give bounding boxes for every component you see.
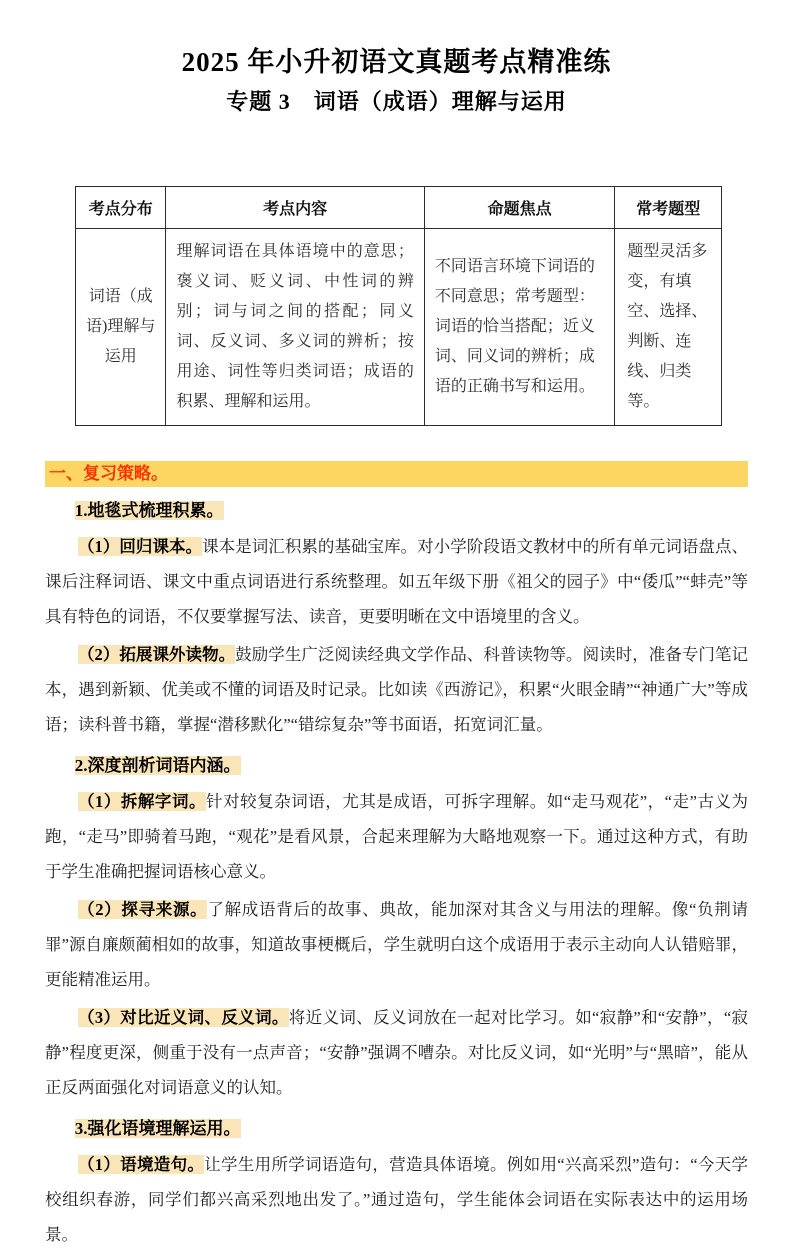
strategy-paragraph-4 bbox=[45, 892, 748, 997]
strategy-heading-3 bbox=[45, 1114, 748, 1144]
page-title: 2025 年小升初语文真题考点精准练 bbox=[181, 47, 612, 77]
strategy-paragraph-3-lead: （1）拆解字词。 bbox=[78, 792, 207, 811]
cell-distribution: 词语（成语)理解与运用 bbox=[76, 229, 166, 426]
page-subtitle: 专题 3 词语（成语）理解与运用 bbox=[226, 89, 567, 114]
cell-content: 理解词语在具体语境中的意思；褒义词、贬义词、中性词的辨别；词与词之间的搭配；同义词、反义词、多义词的辨析；按用途、词性等归类词语；成语的积累、理解和运用。 bbox=[166, 229, 424, 426]
strategy-paragraph-5-text: 将近义词、反义词放在一起对比学习。如“寂静”和“安静”，“寂静”程度更深，侧重于没有一点声音；“安静”强调不嘈杂。对比反义词，如“光明”与“黑暗”，能从正反两面强化对词语意义的认知。 bbox=[45, 1008, 748, 1097]
strategy-heading-2-text: 2.深度剖析词语内涵。 bbox=[74, 756, 241, 775]
cell-focus: 不同语言环境下词语的不同意思；常考题型：词语的恰当搭配；近义词、同义词的辨析；成语的正确书写和运用。 bbox=[424, 229, 615, 426]
strategy-paragraph-6-text: 让学生用所学词语造句，营造具体语境。例如用“兴高采烈”造句：“今天学校组织春游，同学们都兴高采烈地出发了。”通过造句，学生能体会词语在实际表达中的运用场景。 bbox=[45, 1155, 748, 1244]
column-header-content: 考点内容 bbox=[166, 187, 424, 229]
column-header-focus: 命题焦点 bbox=[424, 187, 615, 229]
section-banner bbox=[45, 461, 748, 487]
exam-points-table-wrapper bbox=[75, 186, 722, 426]
cell-types: 题型灵活多变，有填空、选择、判断、连线、归类等。 bbox=[615, 229, 722, 426]
strategy-heading-2 bbox=[45, 751, 748, 781]
strategy-paragraph-2-text: 鼓励学生广泛阅读经典文学作品、科普读物等。阅读时，准备专门笔记本，遇到新颖、优美或不懂的词语及时记录。比如读《西游记》，积累“火眼金睛”“神通广大”等成语；读科普书籍，掌握“潜移默化”“错综复杂”等书面语，拓宽词汇量。 bbox=[45, 645, 748, 734]
column-header-types: 常考题型 bbox=[615, 187, 722, 229]
strategy-paragraph-1 bbox=[45, 529, 748, 634]
table-row bbox=[76, 229, 722, 426]
strategy-heading-1 bbox=[45, 496, 748, 526]
table-header-row bbox=[76, 187, 722, 229]
column-header-distribution: 考点分布 bbox=[76, 187, 166, 229]
exam-points-table bbox=[75, 186, 722, 426]
strategy-paragraph-2 bbox=[45, 637, 748, 742]
strategy-heading-3-text: 3.强化语境理解运用。 bbox=[74, 1119, 241, 1138]
strategy-paragraph-5 bbox=[45, 1000, 748, 1105]
strategy-paragraph-3-text: 针对较复杂词语，尤其是成语，可拆字理解。如“走马观花”，“走”古义为跑，“走马”即骑着马跑，“观花”是看风景，合起来理解为大略地观察一下。通过这种方式，有助于学生准确把握词语核心意义。 bbox=[45, 792, 749, 881]
strategy-paragraph-6 bbox=[45, 1147, 748, 1252]
strategy-paragraph-2-lead: （2）拓展课外读物。 bbox=[78, 645, 236, 664]
strategy-paragraph-4-lead: （2）探寻来源。 bbox=[78, 900, 208, 919]
strategy-paragraph-1-text: 课本是词汇积累的基础宝库。对小学阶段语文教材中的所有单元词语盘点、课后注释词语、课文中重点词语进行系统整理。如五年级下册《祖父的园子》中“倭瓜”“蚌壳”等具有特色的词语，不仅要掌握写法、读音，更要明晰在文中语境里的含义。 bbox=[45, 537, 749, 626]
strategy-paragraph-6-lead: （1）语境造句。 bbox=[78, 1155, 205, 1174]
strategy-heading-1-text: 1.地毯式梳理积累。 bbox=[74, 501, 224, 520]
strategy-paragraph-3 bbox=[45, 784, 748, 889]
section-banner-label: 一、复习策略。 bbox=[49, 464, 168, 483]
strategy-paragraph-5-lead: （3）对比近义词、反义词。 bbox=[78, 1008, 289, 1027]
strategy-paragraph-1-lead: （1）回归课本。 bbox=[78, 537, 203, 556]
strategy-paragraph-4-text: 了解成语背后的故事、典故，能加深对其含义与用法的理解。像“负荆请罪”源自廉颇蔺相如的故事，知道故事梗概后，学生就明白这个成语用于表示主动向人认错赔罪，更能精准运用。 bbox=[45, 900, 748, 989]
